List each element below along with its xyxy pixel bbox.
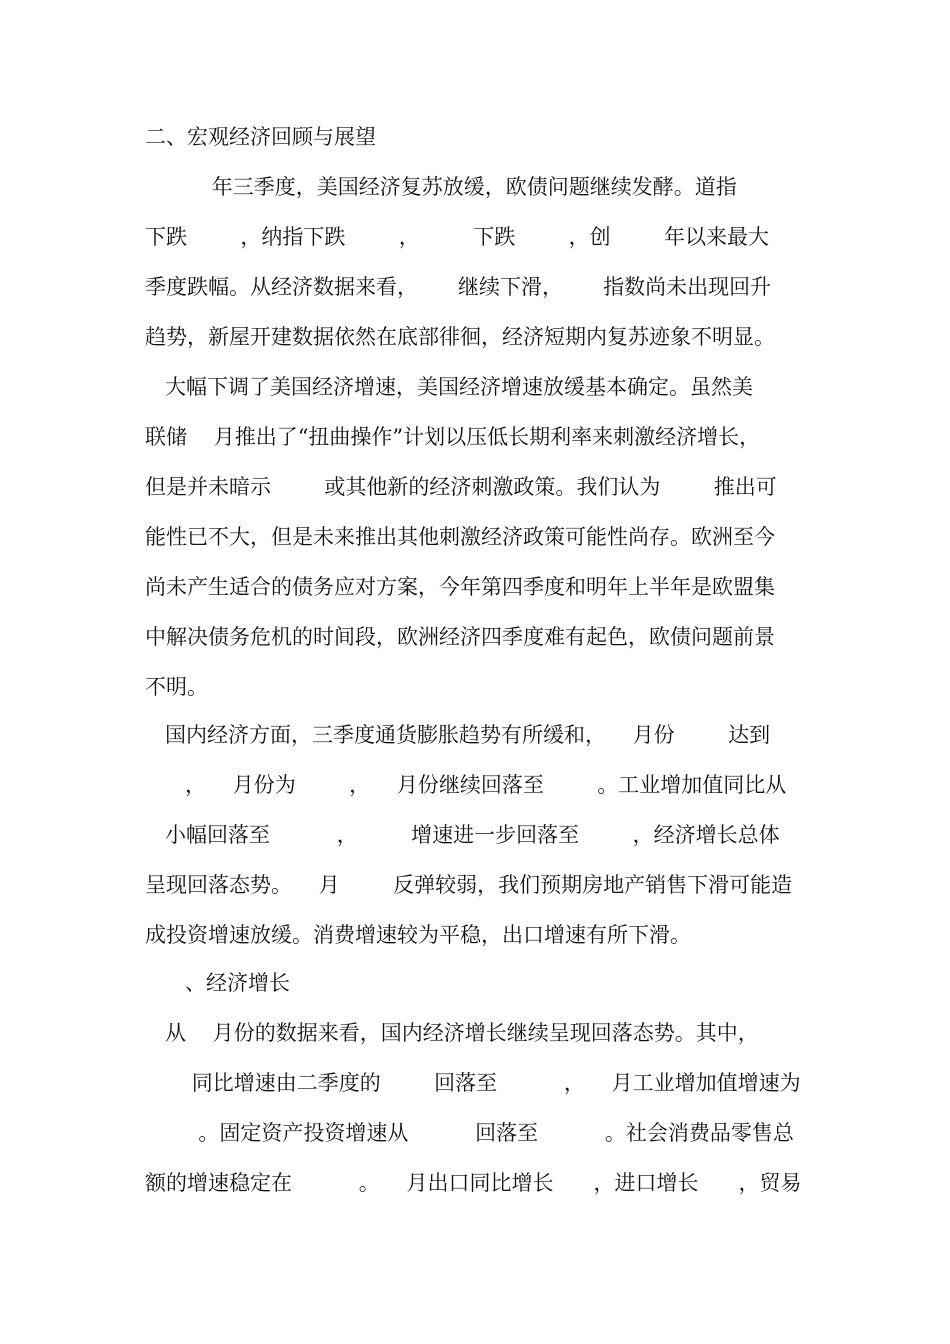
- paragraph-4-line-4: 额的增速稳定在 。 月出口同比增长 ，进口增长 ，贸易: [145, 1171, 802, 1195]
- paragraph-1-line-1: 年三季度，美国经济复苏放缓，欧债问题继续发酵。道指: [145, 175, 737, 199]
- paragraph-2-line-3: 但是并未暗示 或其他新的经济刺激政策。我们认为 推出可: [145, 475, 777, 499]
- paragraph-3-line-1: 国内经济方面，三季度通货膨胀趋势有所缓和， 月份 达到: [145, 723, 771, 747]
- subheading-economic-growth: 、经济增长: [145, 971, 291, 995]
- paragraph-1-line-3: 季度跌幅。从经济数据来看， 继续下滑， 指数尚未出现回升: [145, 275, 772, 299]
- paragraph-4-line-2: 同比增速由二季度的 回落至 ， 月工业增加值增速为: [145, 1071, 801, 1095]
- paragraph-3-line-2: ， 月份为 ， 月份继续回落至 。工业增加值同比从: [145, 773, 787, 797]
- paragraph-4-line-1: 从 月份的数据来看，国内经济增长继续呈现回落态势。其中，: [145, 1021, 759, 1045]
- paragraph-2-line-7: 不明。: [145, 675, 208, 699]
- paragraph-1-line-4: 趋势，新屋开建数据依然在底部徘徊，经济短期内复苏迹象不明显。: [145, 325, 775, 349]
- paragraph-2-line-6: 中解决债务危机的时间段，欧洲经济四季度难有起色，欧债问题前景: [145, 625, 775, 649]
- paragraph-2-line-4: 能性已不大，但是未来推出其他刺激经济政策可能性尚存。欧洲至今: [145, 525, 775, 549]
- paragraph-3-line-4: 呈现回落态势。 月 反弹较弱，我们预期房地产销售下滑可能造: [145, 873, 793, 897]
- paragraph-2-line-2: 联储 月推出了“扭曲操作”计划以压低长期利率来刺激经济增长，: [145, 425, 761, 449]
- paragraph-3-line-5: 成投资增速放缓。消费增速较为平稳，出口增速有所下滑。: [145, 923, 691, 947]
- paragraph-2-line-5: 尚未产生适合的债务应对方案，今年第四季度和明年上半年是欧盟集: [145, 575, 775, 599]
- section-heading: 二、宏观经济回顾与展望: [145, 125, 376, 149]
- paragraph-3-line-3: 小幅回落至 ， 增速进一步回落至 ，经济增长总体: [145, 823, 780, 847]
- paragraph-2-line-1: 大幅下调了美国经济增速，美国经济增速放缓基本确定。虽然美: [145, 375, 754, 399]
- paragraph-4-line-3: 。固定资产投资增速从 回落至 。社会消费品零售总: [145, 1121, 794, 1145]
- paragraph-1-line-2: 下跌 ，纳指下跌 ， 下跌 ，创 年以来最大: [145, 225, 770, 249]
